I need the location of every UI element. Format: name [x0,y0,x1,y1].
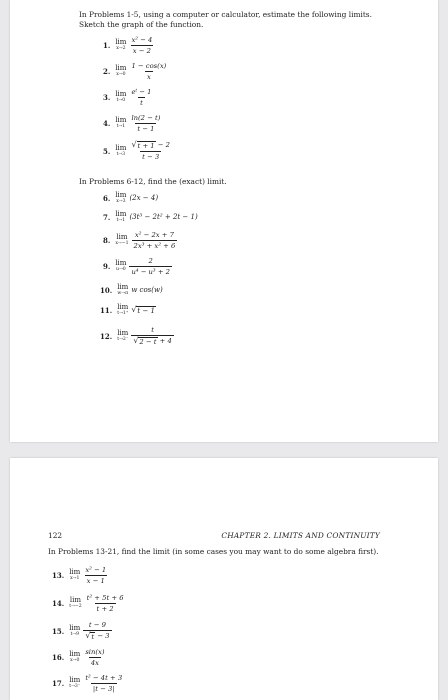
problem-number: 7. [103,212,111,222]
problem-8 [103,231,177,250]
problem-11 [100,304,156,317]
problem-10 [100,284,163,297]
problem-number: 6. [103,193,111,203]
square-root: √ 2 − t [133,336,157,346]
limit-operator: lim t→−2 [69,596,82,610]
fraction: $\frac{\text{x² − 1}}{x - 1}$ [85,566,107,585]
limit-operator: lim u→0 [115,259,127,273]
expression: (2x − 4) [129,194,159,203]
textbook-page-lower [10,458,438,700]
problem-14 [52,594,126,613]
problem-3 [103,88,153,107]
problem-16 [52,648,107,667]
problem-number: 4. [103,119,111,128]
limit-operator: lim x→0 [115,64,127,78]
problem-1 [103,36,154,55]
limit-operator: lim t→2⁻ [117,328,129,342]
fraction: √ t + 1 − 2 t − 3 [131,140,170,161]
problem-17 [52,674,124,693]
limit-operator: lim x→−1 [115,233,129,247]
limit-operator: lim x→3 [115,191,127,204]
problem-number: 17. [52,679,65,688]
limit-operator: lim t→1 [115,116,127,130]
chapter-heading: CHAPTER 2. LIMITS AND CONTINUITY [221,531,380,540]
fraction: $\frac{\text{x² − 2x + 7}}{\text{2x³ + x² + 6}}$ [133,231,176,250]
fraction: $\frac{1 - \cos(x)}{x}$ [131,62,167,81]
fraction: $\frac{\text{t² + 5t + 6}}{t + 2}$ [86,594,124,613]
limit-operator: lim t→1 [115,210,127,223]
fraction: $\frac{2}{\text{u⁴ − u³ + 2}}$ [131,257,170,276]
problem-number: 12. [100,331,113,341]
limit-operator: lim w→π [117,283,129,296]
problem-number: 5. [103,146,111,156]
intro-problems-1-5: In Problems 1-5, using a computer or calculator, estimate the following limits. Sketch the graph of the function. [79,10,372,29]
fraction: t √ 2 − t + 4 [133,326,172,346]
limit-operator: lim t→3 [115,143,127,157]
problem-number: 8. [103,236,111,245]
limit-operator: lim t→0 [115,90,127,104]
problem-number: 16. [52,653,65,662]
problem-15 [52,621,112,641]
fraction: $\frac{\text{x² − 4}}{x - 2}$ [131,36,153,55]
problem-7 [103,211,198,224]
problem-number: 14. [52,599,65,608]
expression: (3t³ − 2t² + 2t − 1) [129,213,198,222]
fraction: $\frac{\sin(x)}{4x}$ [85,648,105,667]
problem-2 [103,62,168,81]
limit-operator: lim t→3⁻ [69,676,81,690]
problem-5 [103,141,172,161]
problem-9 [103,257,172,276]
problem-number: 13. [52,571,65,580]
intro-problems-13-21: In Problems 13-21, find the limit (in some cases you may want to do some algebra first). [48,547,379,556]
problem-12 [100,326,174,346]
page-number: 122 [48,531,63,540]
limit-operator: lim t→9 [69,623,81,637]
limit-operator: lim t→1⁺ [117,303,129,316]
square-root: √ t [85,631,95,641]
square-root: √ t + 1 [131,140,155,150]
problem-number: 9. [103,262,111,271]
fraction: $\frac{\text{t² − 4t + 3}}{|t - 3|}$ [85,674,123,693]
fraction: t − 9 √ t − 3 [85,621,110,641]
square-root: √ t − 1 [131,304,156,315]
problem-number: 11. [100,305,113,315]
problem-number: 3. [103,93,111,102]
textbook-page-upper [10,0,438,442]
limit-operator: lim x→2 [115,38,127,52]
problem-number: 15. [52,626,65,636]
problem-6 [103,192,158,205]
problem-number: 10. [100,285,113,295]
fraction: $\frac{\ln(2 - t)}{t - 1}$ [131,114,161,133]
intro-problems-6-12: In Problems 6-12, find the (exact) limit. [79,177,227,186]
problem-13 [52,566,108,585]
limit-operator: lim x→1 [69,568,81,582]
limit-operator: lim x→0 [69,650,81,664]
problem-4 [103,114,162,133]
problem-number: 1. [103,41,111,50]
expression: w cos(w) [131,286,163,295]
problem-number: 2. [103,67,111,76]
fraction: $\frac{\text{eᵗ − 1}}{t}$ [131,88,152,107]
